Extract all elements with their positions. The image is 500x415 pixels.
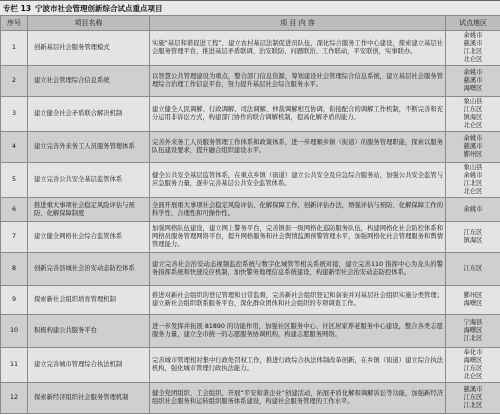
row-region: 江东区 xyxy=(446,253,500,286)
row-project-name: 创新完善县城社会治安动态防控体系 xyxy=(28,253,150,286)
row-project-content: 健全党团组织、工会组织，开展“平安和谐企业”创建活动，拓展矛盾化解和调解诉讼等功能，加强新经济组织社会服务和运转组织服务体系建设，构建社会服务管理的工作水平。 xyxy=(150,383,446,414)
table-row xyxy=(1,253,500,286)
row-project-name: 建立完善公共安全基层监管体系 xyxy=(28,163,150,198)
row-project-name: 建立完善城市管理综合执法机制 xyxy=(28,348,150,383)
row-project-name: 探索新社会组织培育管理机制 xyxy=(28,286,150,315)
row-index: 2 xyxy=(1,66,28,97)
row-index: 1 xyxy=(1,31,28,66)
row-project-content: 健全公共安全基层监管体系，在重点乡镇（街道）建立公共安全及应急综合服务站，加强公共安全监管与应急服务力量，逐步完善基层公共安全监管体系。 xyxy=(150,163,446,198)
table-header-row xyxy=(1,16,500,31)
table-row xyxy=(1,383,500,414)
row-region: 象山县 余姚市 江北区 北仑区 xyxy=(446,163,500,198)
row-project-name: 积极构建公共服务平台 xyxy=(28,315,150,348)
row-index: 6 xyxy=(1,198,28,222)
row-index: 5 xyxy=(1,163,28,198)
table-caption xyxy=(0,0,500,15)
caption-title: 宁波市社会管理创新综合试点重点项目 xyxy=(35,3,163,13)
row-index: 3 xyxy=(1,97,28,132)
row-project-content: 建立健全人民调解、行政调解、司法调解、仲裁调解相互协调，衔接配合的调解工作机制，不断完善和充分运用非诉讼方式，构建部门协作的联合调解机制，提高化解矛盾的能力。 xyxy=(150,97,446,132)
row-region: 余姚市 慈溪市 海曙区 xyxy=(446,66,500,97)
row-region: 宁海县 海曙区 江北区 xyxy=(446,315,500,348)
row-project-content: 完善城市管理相对集中行政处罚权工作，推进行政综合执法体制改革创新，在乡镇（街道）建立综合执法机构，强化城市管理行政执法能力。 xyxy=(150,348,446,383)
header-content: 项 目 内 容 xyxy=(150,16,446,31)
row-project-content: 推进对新社会组织的登记管理和日常监督，完善新社会组织登记和备案并对基层社会组织实施分类管理；建立新社会组织联系服务平台，深化群众团体和社会组织的专项调查工作。 xyxy=(150,286,446,315)
row-project-name: 探索新经济组织社会服务管理机制 xyxy=(28,383,150,414)
table-row xyxy=(1,66,500,97)
caption-label: 专栏 13 xyxy=(3,3,32,13)
row-project-content: 加强网格队伍建设，建立网上警务平台，完善镇街一级网格化巡防服务队伍，构建网格化社会防控体系和网格员服务管理网络平台，提升网格服务和社会舆情监测预警管理水平，加强网格化社会管理服务和舆情管理能力。 xyxy=(150,222,446,253)
table-row xyxy=(1,163,500,198)
row-project-content: 进一步发挥并拓展 81890 的功能作用，加强社区服务中心、社区居家养老服务中心建设，整合各类志愿服务力量，建立全市统一的志愿服务协调机构，构建志愿服务网络。 xyxy=(150,315,446,348)
row-project-content: 全面开展重大事项社会稳定风险评估、化解保障工作，创新评估办法，增强评估与预防、化解保障工作的科学性、合理性和可操作性。 xyxy=(150,198,446,222)
row-project-name: 创新基层社会服务管理模式 xyxy=(28,31,150,66)
row-index: 11 xyxy=(1,348,28,383)
row-project-name: 建立健全网格社会综合监管体系 xyxy=(28,222,150,253)
row-region: 慈溪市 江东区 江北区 xyxy=(446,383,500,414)
row-index: 8 xyxy=(1,253,28,286)
table-row xyxy=(1,198,500,222)
table-row xyxy=(1,315,500,348)
table-row xyxy=(1,97,500,132)
row-region: 江东区 镇海区 xyxy=(446,222,500,253)
table-row xyxy=(1,132,500,163)
row-project-content: 建立完善社会治安动态视频监控系统与数字化城管等相关系统对接，建立完善110 指挥中心为龙头的警务指挥系统和快速反应机制，加快警务地理信息系统建设，构建新型社会治安动态防控体系。 xyxy=(150,253,446,286)
table-row xyxy=(1,348,500,383)
row-project-name: 建立社会管理综合信息系统 xyxy=(28,66,150,97)
row-project-content: 实施“基层和谐促进工程”，建立农村基层法制促进员队伍，深化综合服务工作中心建设，探索建立基层社会服务管理平台，推进基层矛盾联调、治安联防、问题联治、工作联动，平安联创，实事联办。 xyxy=(150,31,446,66)
row-region: 余姚市 慈溪市 鄞州区 xyxy=(446,132,500,163)
row-project-content: 以智慧公共管理建设为重点，整合部门信息资源，筹划建设社会管理综合信息系统，建立基层社会服务管理综合治理工作信息平台，努力提升基层社会综合服务水平。 xyxy=(150,66,446,97)
row-region: 象山县 江东区 镇海区 北仑区 xyxy=(446,97,500,132)
row-region: 奉化市 海曙区 江东区 北仑区 xyxy=(446,348,500,383)
row-index: 12 xyxy=(1,383,28,414)
row-index: 9 xyxy=(1,286,28,315)
row-project-name: 推进重大事项社会稳定风险评估与预防、化解保障制度 xyxy=(28,198,150,222)
row-region: 余姚市 慈溪市 江北区 北仑区 xyxy=(446,31,500,66)
row-project-name: 建立完善外来务工人员服务管理体系 xyxy=(28,132,150,163)
row-region: 鄞州区 海曙区 xyxy=(446,286,500,315)
row-index: 4 xyxy=(1,132,28,163)
row-index: 7 xyxy=(1,222,28,253)
table-row xyxy=(1,222,500,253)
table-body xyxy=(1,31,500,414)
row-index: 10 xyxy=(1,315,28,348)
header-region: 试点地区 xyxy=(446,16,500,31)
header-name: 项目名称 xyxy=(28,16,150,31)
row-project-name: 建立健全社会矛盾联合解决机制 xyxy=(28,97,150,132)
row-project-content: 完善外来务工人员服务管理工作体系和政策体系，进一步理顺乡镇（街道）的服务管理职能，探索以服务队伍建设要求，提升融合组织建设水平。 xyxy=(150,132,446,163)
row-region: 余姚市 xyxy=(446,198,500,222)
table-row xyxy=(1,286,500,315)
header-index: 序号 xyxy=(1,16,28,31)
table-row xyxy=(1,31,500,66)
projects-table xyxy=(0,15,500,414)
